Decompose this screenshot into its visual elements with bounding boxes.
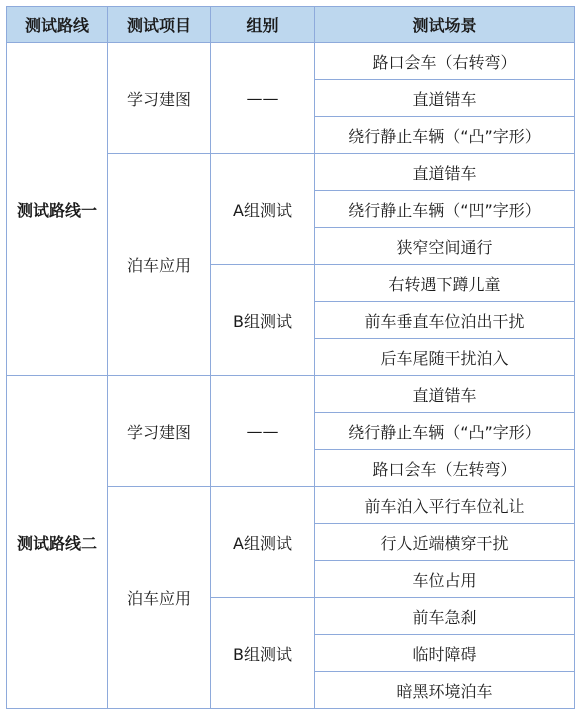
scenario-cell: 前车泊入平行车位礼让: [315, 487, 575, 524]
header-test-scenario: 测试场景: [315, 7, 575, 43]
scenario-cell: 绕行静止车辆（“凸”字形）: [315, 117, 575, 154]
scenario-cell: 狭窄空间通行: [315, 228, 575, 265]
scenario-cell: 车位占用: [315, 561, 575, 598]
scenario-cell: 后车尾随干扰泊入: [315, 339, 575, 376]
test-item-cell: 学习建图: [108, 376, 211, 487]
group-cell: ——: [211, 376, 315, 487]
scenario-cell: 前车急刹: [315, 598, 575, 635]
scenario-cell: 路口会车（右转弯）: [315, 43, 575, 80]
scenario-cell: 直道错车: [315, 80, 575, 117]
header-test-route: 测试路线: [7, 7, 108, 43]
group-cell: A组测试: [211, 487, 315, 598]
header-test-item: 测试项目: [108, 7, 211, 43]
table-row: [7, 43, 575, 80]
scenario-cell: 右转遇下蹲儿童: [315, 265, 575, 302]
route-cell: 测试路线二: [7, 376, 108, 709]
test-scenario-table-container: [6, 6, 575, 709]
scenario-cell: 直道错车: [315, 376, 575, 413]
group-cell: ——: [211, 43, 315, 154]
route-cell: 测试路线一: [7, 43, 108, 376]
scenario-cell: 绕行静止车辆（“凸”字形）: [315, 413, 575, 450]
scenario-cell: 前车垂直车位泊出干扰: [315, 302, 575, 339]
scenario-cell: 临时障碍: [315, 635, 575, 672]
scenario-cell: 直道错车: [315, 154, 575, 191]
test-item-cell: 泊车应用: [108, 154, 211, 376]
header-group: 组别: [211, 7, 315, 43]
scenario-cell: 暗黑环境泊车: [315, 672, 575, 709]
table-row: [7, 376, 575, 413]
scenario-cell: 绕行静止车辆（“凹”字形）: [315, 191, 575, 228]
group-cell: B组测试: [211, 598, 315, 709]
group-cell: B组测试: [211, 265, 315, 376]
test-scenario-table: [6, 6, 575, 709]
test-item-cell: 泊车应用: [108, 487, 211, 709]
scenario-cell: 行人近端横穿干扰: [315, 524, 575, 561]
header-row: [7, 7, 575, 43]
group-cell: A组测试: [211, 154, 315, 265]
test-item-cell: 学习建图: [108, 43, 211, 154]
scenario-cell: 路口会车（左转弯）: [315, 450, 575, 487]
